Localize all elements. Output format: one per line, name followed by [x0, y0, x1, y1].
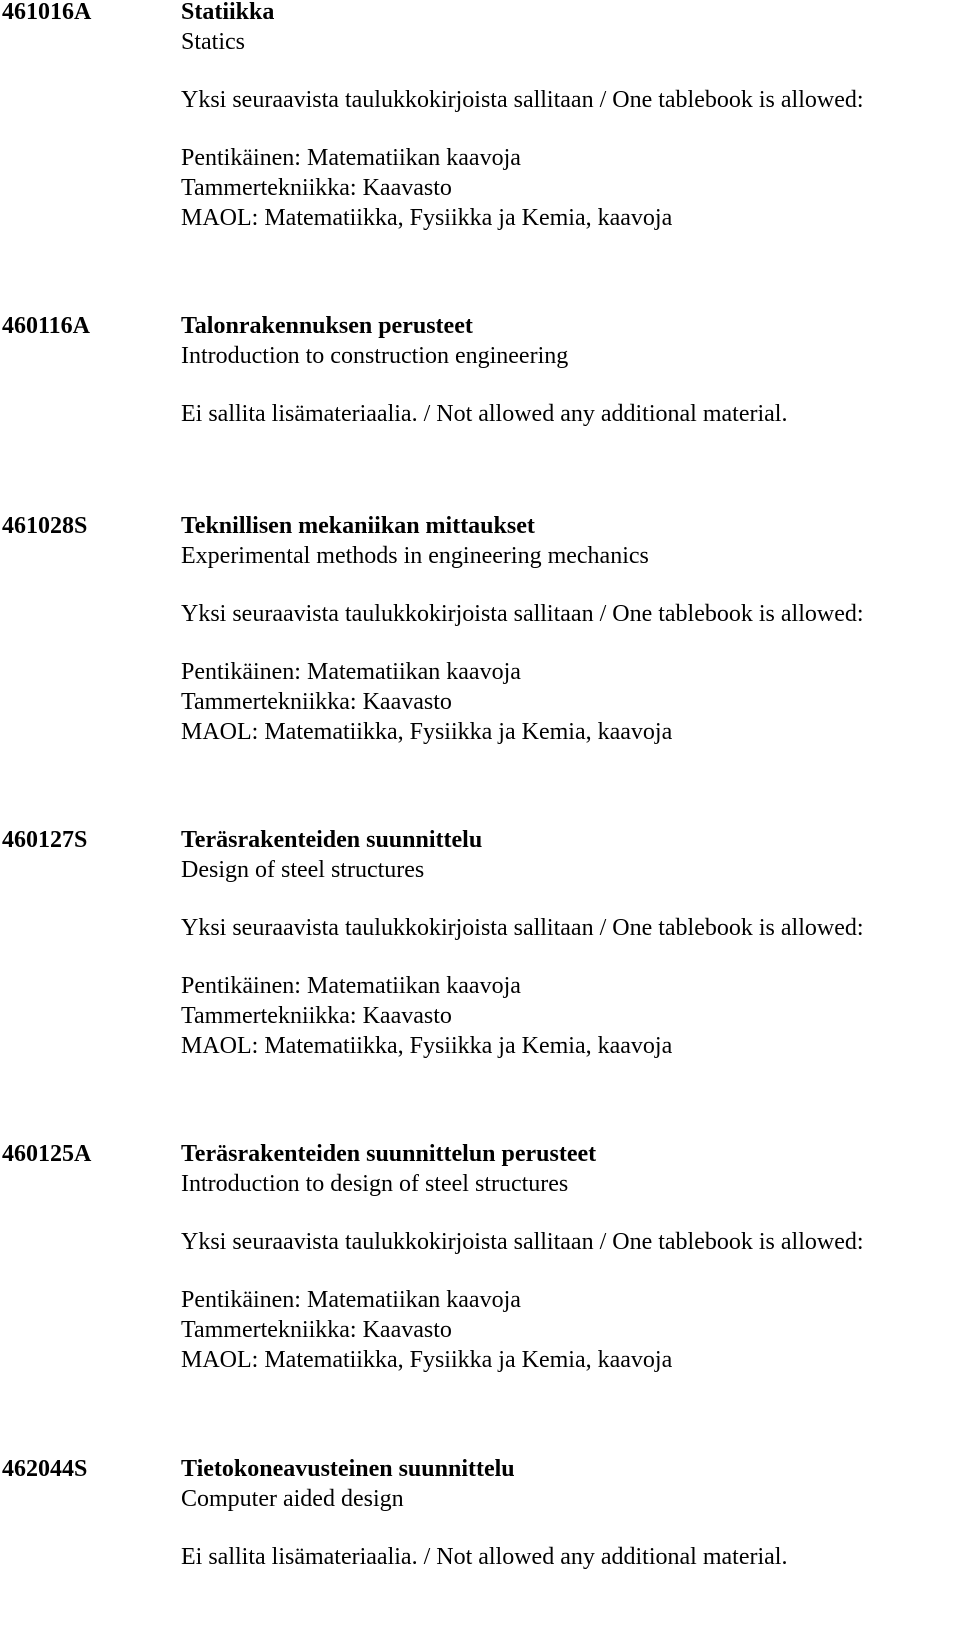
allowed-book: Pentikäinen: Matematiikan kaavoja	[181, 1287, 521, 1313]
course-title-en: Introduction to construction engineering	[181, 343, 569, 369]
course-title-fi: Teräsrakenteiden suunnittelun perusteet	[181, 1141, 597, 1167]
course-title-fi: Tietokoneavusteinen suunnittelu	[181, 1456, 515, 1482]
course-code: 461016A	[2, 0, 92, 25]
allowed-book: MAOL: Matematiikka, Fysiikka ja Kemia, kaavoja	[181, 1033, 673, 1059]
course-details	[181, 1454, 960, 1572]
material-rule: Yksi seuraavista taulukkokirjoista sallitaan / One tablebook is allowed:	[181, 601, 864, 627]
material-rule: Yksi seuraavista taulukkokirjoista sallitaan / One tablebook is allowed:	[181, 1229, 864, 1255]
material-rule: Yksi seuraavista taulukkokirjoista sallitaan / One tablebook is allowed:	[181, 87, 864, 113]
course-code: 462044S	[2, 1456, 88, 1482]
course-code: 460125A	[2, 1141, 92, 1167]
course-details	[181, 0, 960, 233]
course-details	[181, 311, 960, 429]
allowed-book: Tammertekniikka: Kaavasto	[181, 689, 452, 715]
course-title-fi: Statiikka	[181, 0, 275, 25]
course-title-fi: Teräsrakenteiden suunnittelu	[181, 827, 483, 853]
allowed-book: Tammertekniikka: Kaavasto	[181, 1317, 452, 1343]
allowed-book: MAOL: Matematiikka, Fysiikka ja Kemia, kaavoja	[181, 719, 673, 745]
allowed-book: Tammertekniikka: Kaavasto	[181, 1003, 452, 1029]
course-code: 460127S	[2, 827, 88, 853]
course-code: 460116A	[2, 313, 91, 339]
course-details	[181, 1139, 960, 1375]
material-rule: Ei sallita lisämateriaalia. / Not allowed any additional material.	[181, 401, 788, 427]
course-title-en: Design of steel structures	[181, 857, 425, 883]
course-title-en: Introduction to design of steel structures	[181, 1171, 569, 1197]
course-code: 461028S	[2, 513, 88, 539]
material-rule: Ei sallita lisämateriaalia. / Not allowed any additional material.	[181, 1544, 788, 1570]
allowed-book: Tammertekniikka: Kaavasto	[181, 175, 452, 201]
allowed-book: Pentikäinen: Matematiikan kaavoja	[181, 659, 521, 685]
allowed-book: MAOL: Matematiikka, Fysiikka ja Kemia, kaavoja	[181, 1347, 673, 1373]
course-title-fi: Teknillisen mekaniikan mittaukset	[181, 513, 535, 539]
course-title-fi: Talonrakennuksen perusteet	[181, 313, 473, 339]
material-rule: Yksi seuraavista taulukkokirjoista sallitaan / One tablebook is allowed:	[181, 915, 864, 941]
allowed-book: Pentikäinen: Matematiikan kaavoja	[181, 145, 521, 171]
course-title-en: Computer aided design	[181, 1486, 404, 1512]
course-title-en: Statics	[181, 29, 245, 55]
course-title-en: Experimental methods in engineering mechanics	[181, 543, 649, 569]
allowed-book: MAOL: Matematiikka, Fysiikka ja Kemia, kaavoja	[181, 205, 673, 231]
allowed-book: Pentikäinen: Matematiikan kaavoja	[181, 973, 521, 999]
course-details	[181, 511, 960, 747]
course-details	[181, 825, 960, 1061]
